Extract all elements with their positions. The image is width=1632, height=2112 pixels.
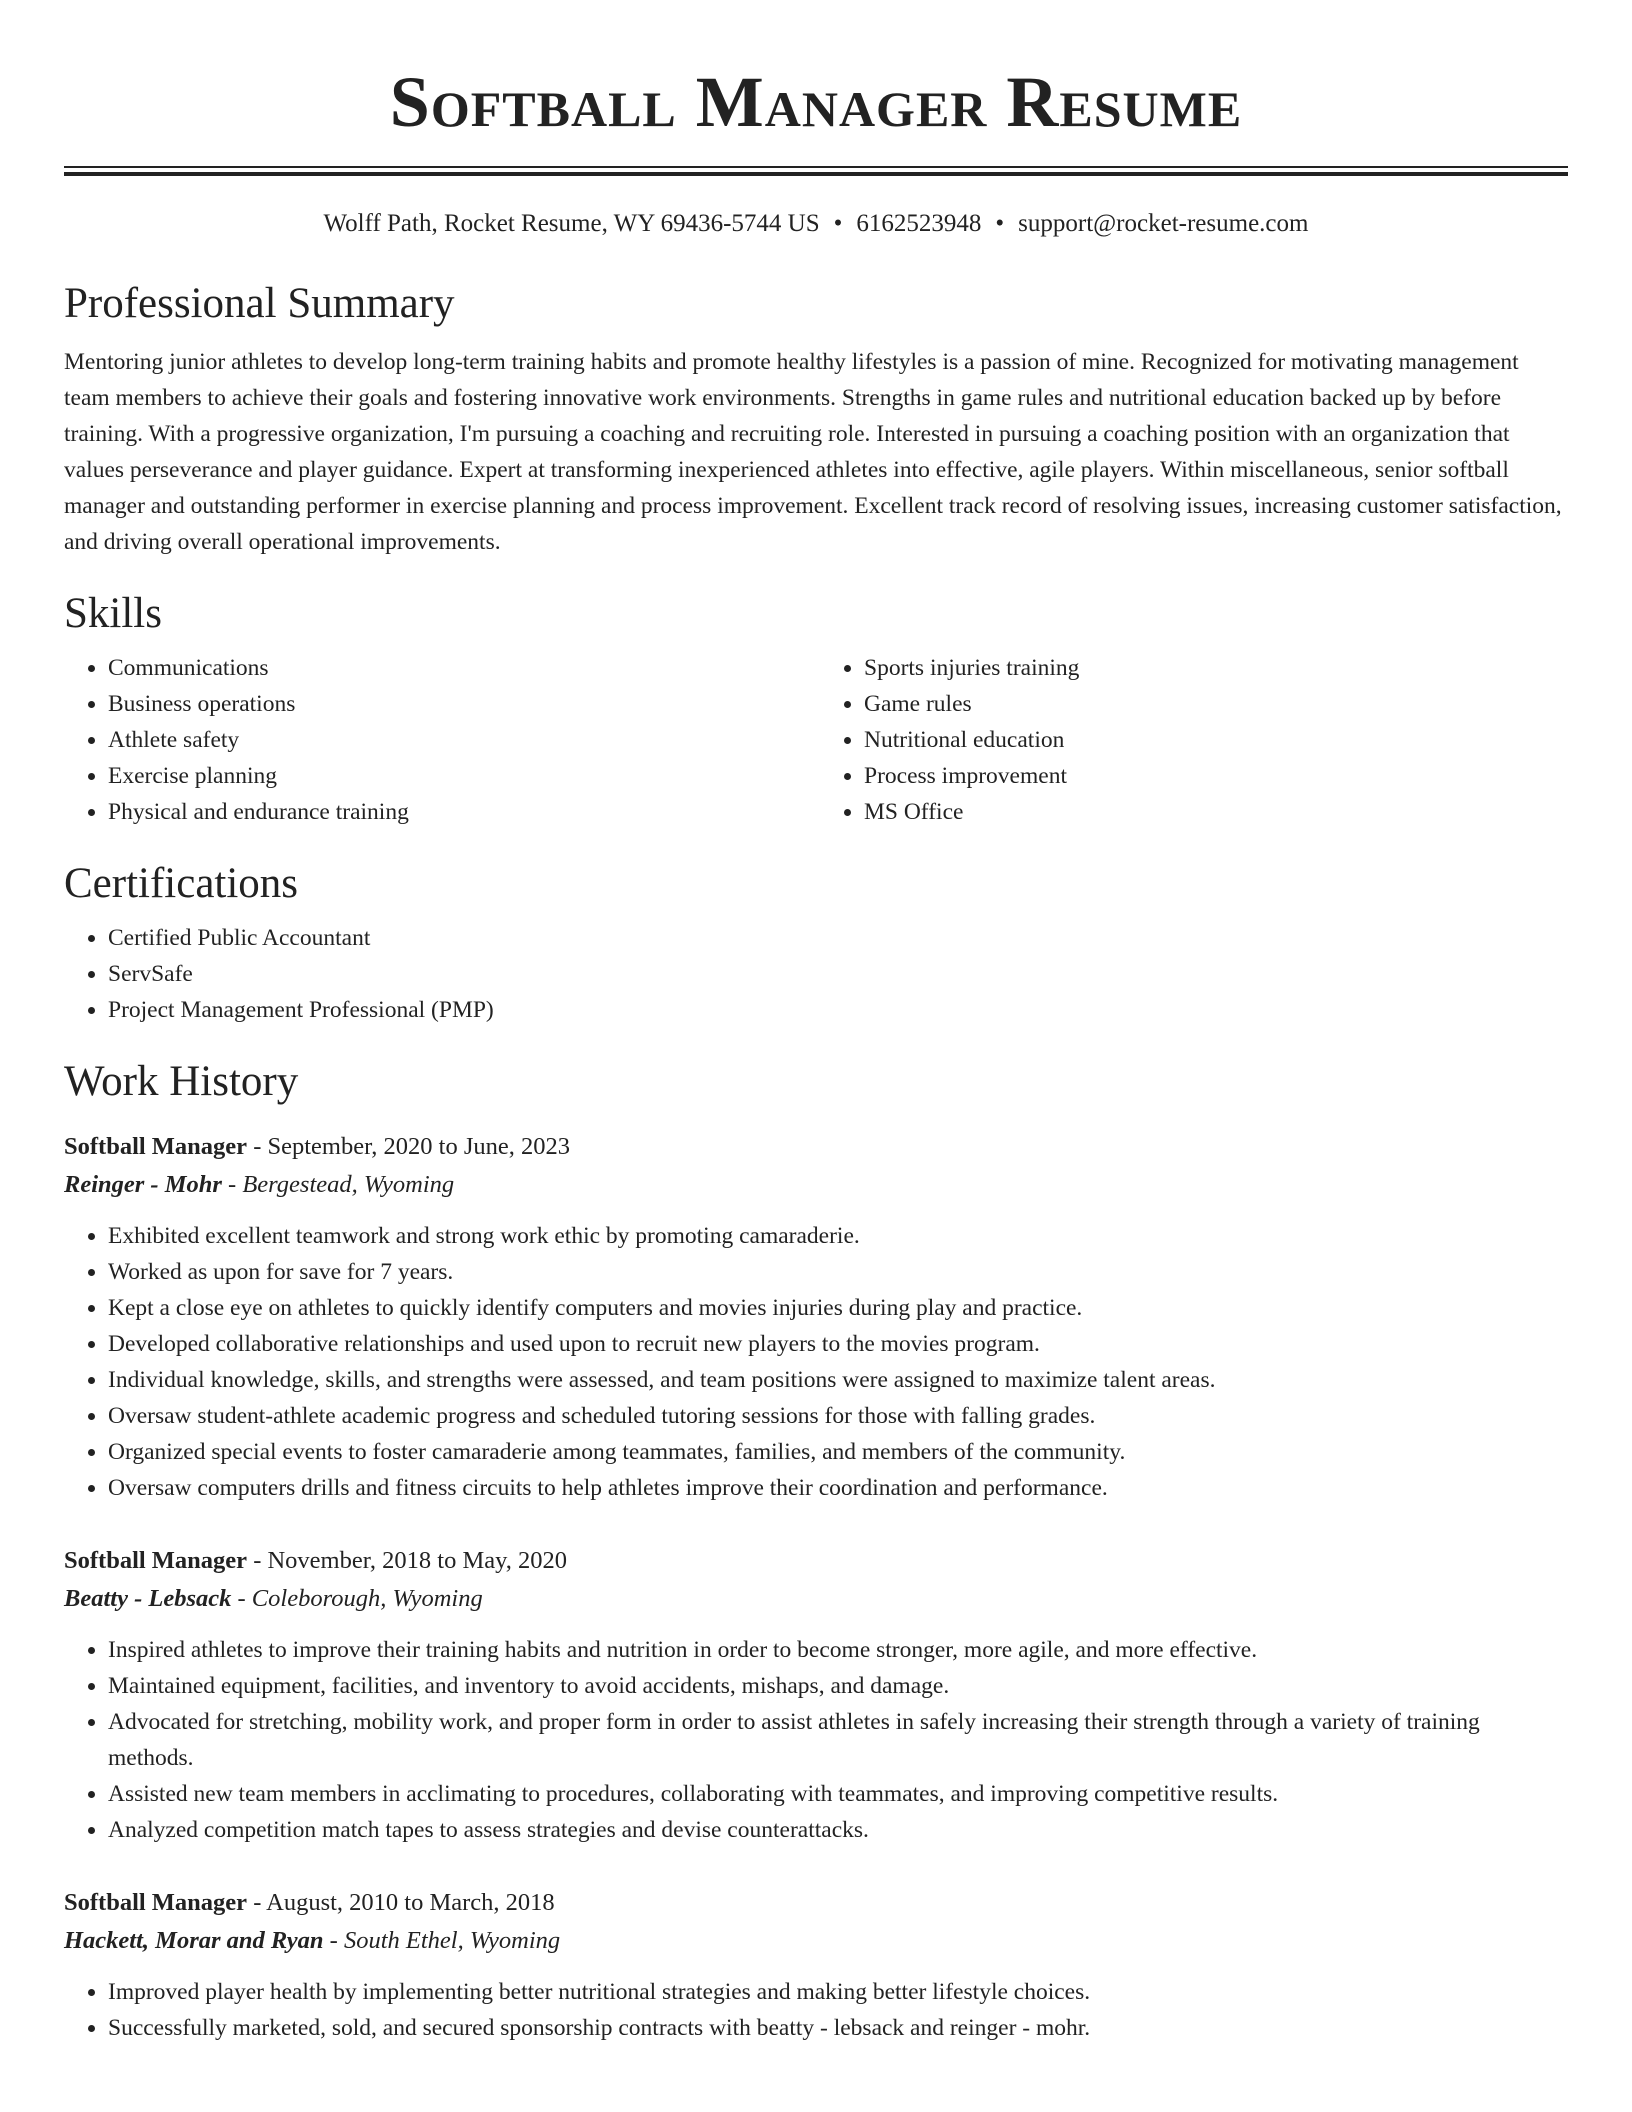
skill-item: • Sports injuries training (864, 650, 1568, 686)
job-dates: September, 2020 to June, 2023 (267, 1133, 570, 1160)
job-title-line: Softball Manager - September, 2020 to June, 2023 (64, 1133, 570, 1160)
resume-title: Softball Manager Resume (389, 62, 1243, 142)
certification-item: • ServSafe (108, 956, 1568, 992)
skills-heading: Skills (64, 590, 162, 637)
job-dates: August, 2010 to March, 2018 (266, 1889, 555, 1916)
job-bullet: • Inspired athletes to improve their training habits and nutrition in order to become stronger, more agile, and more effective. (108, 1632, 1568, 1668)
title-double-rule (64, 166, 1568, 176)
contact-email: support@rocket-resume.com (1018, 210, 1309, 237)
work-history-section (64, 1054, 1568, 2046)
job-entry (64, 1542, 1568, 1848)
skill-item: • Physical and endurance training (108, 794, 812, 830)
job-company-line: Hackett, Morar and Ryan - South Ethel, Wyoming (64, 1927, 561, 1954)
job-company: Hackett, Morar and Ryan (64, 1927, 324, 1954)
job-title-line: Softball Manager - November, 2018 to May, 2020 (64, 1547, 568, 1574)
job-entry (64, 1128, 1568, 1506)
job-company: Beatty - Lebsack (64, 1585, 232, 1612)
job-location: Bergestead, Wyoming (242, 1171, 455, 1198)
job-bullets (64, 1974, 1568, 2046)
job-location: South Ethel, Wyoming (343, 1927, 561, 1954)
job-bullet: • Individual knowledge, skills, and strengths were assessed, and team positions were assigned to maximize talent areas. (108, 1362, 1568, 1398)
summary-text: Mentoring junior athletes to develop long-term training habits and promote healthy lifestyles is a passion of mine. Recognized for motivating management team members to achieve their goals and fostering innovative work environments. Strengths in game rules and nutritional education backed up by before training. With a progressive organization, I'm pursuing a coaching and recruiting role. Interested in pursuing a coaching position with an organization that values perseverance and player guidance. Expert at transforming inexperienced athletes into effective, agile players. Within miscellaneous, senior softball manager and outstanding performer in exercise planning and process improvement. Excellent track record of resolving issues, increasing customer satisfaction, and driving overall operational improvements. (64, 349, 1562, 555)
job-bullet: • Worked as upon for save for 7 years. (108, 1254, 1568, 1290)
job-bullet: • Organized special events to foster camaraderie among teammates, families, and members of the community. (108, 1434, 1568, 1470)
job-bullet: • Kept a close eye on athletes to quickly identify computers and movies injuries during play and practice. (108, 1290, 1568, 1326)
skills-list-right (812, 650, 1568, 830)
job-bullets (64, 1632, 1568, 1848)
job-company: Reinger - Mohr (64, 1171, 222, 1198)
certifications-heading: Certifications (64, 860, 299, 907)
job-bullet: • Oversaw student-athlete academic progress and scheduled tutoring sessions for those with falling grades. (108, 1398, 1568, 1434)
skill-item: • Process improvement (864, 758, 1568, 794)
skills-columns (64, 650, 1568, 830)
summary-heading: Professional Summary (64, 280, 455, 327)
work-history-heading: Work History (64, 1058, 299, 1105)
skill-item: • Nutritional education (864, 722, 1568, 758)
contact-line (64, 206, 1568, 242)
certification-item: • Project Management Professional (PMP) (108, 992, 1568, 1028)
contact-address: Wolff Path, Rocket Resume, WY 69436-5744 US (323, 210, 820, 237)
job-bullet: • Improved player health by implementing better nutritional strategies and making better lifestyle choices. (108, 1974, 1568, 2010)
job-bullet: • Assisted new team members in acclimating to procedures, collaborating with teammates, and improving competitive results. (108, 1776, 1568, 1812)
job-dates: November, 2018 to May, 2020 (267, 1547, 568, 1574)
job-location: Coleborough, Wyoming (251, 1585, 483, 1612)
skill-item: • Athlete safety (108, 722, 812, 758)
job-bullet: • Advocated for stretching, mobility work, and proper form in order to assist athletes in safely increasing their strength through a variety of training methods. (108, 1704, 1568, 1776)
skill-item: • Communications (108, 650, 812, 686)
job-bullets (64, 1218, 1568, 1506)
job-title: Softball Manager (64, 1889, 248, 1916)
job-company-line: Beatty - Lebsack - Coleborough, Wyoming (64, 1585, 483, 1612)
skill-item: • Game rules (864, 686, 1568, 722)
certifications-section (64, 856, 1568, 1028)
skills-list-left (64, 650, 812, 830)
skill-item: • Business operations (108, 686, 812, 722)
job-title: Softball Manager (64, 1133, 248, 1160)
skills-section (64, 586, 1568, 830)
certifications-list (64, 920, 1568, 1028)
skill-item: • MS Office (864, 794, 1568, 830)
job-entry (64, 1884, 1568, 2046)
job-bullet: • Oversaw computers drills and fitness circuits to help athletes improve their coordination and performance. (108, 1470, 1568, 1506)
job-title: Softball Manager (64, 1547, 248, 1574)
job-bullet: • Maintained equipment, facilities, and inventory to avoid accidents, mishaps, and damage. (108, 1668, 1568, 1704)
certification-item: • Certified Public Accountant (108, 920, 1568, 956)
job-bullet: • Successfully marketed, sold, and secured sponsorship contracts with beatty - lebsack and reinger - mohr. (108, 2010, 1568, 2046)
job-bullet: • Developed collaborative relationships and used upon to recruit new players to the movies program. (108, 1326, 1568, 1362)
contact-separator: • (833, 210, 843, 237)
summary-section (64, 276, 1568, 560)
job-bullet: • Analyzed competition match tapes to assess strategies and devise counterattacks. (108, 1812, 1568, 1848)
contact-phone: 6162523948 (856, 210, 982, 237)
job-title-line: Softball Manager - August, 2010 to March, 2018 (64, 1889, 555, 1916)
skill-item: • Exercise planning (108, 758, 812, 794)
contact-separator: • (995, 210, 1005, 237)
job-bullet: • Exhibited excellent teamwork and strong work ethic by promoting camaraderie. (108, 1218, 1568, 1254)
job-company-line: Reinger - Mohr - Bergestead, Wyoming (64, 1171, 455, 1198)
